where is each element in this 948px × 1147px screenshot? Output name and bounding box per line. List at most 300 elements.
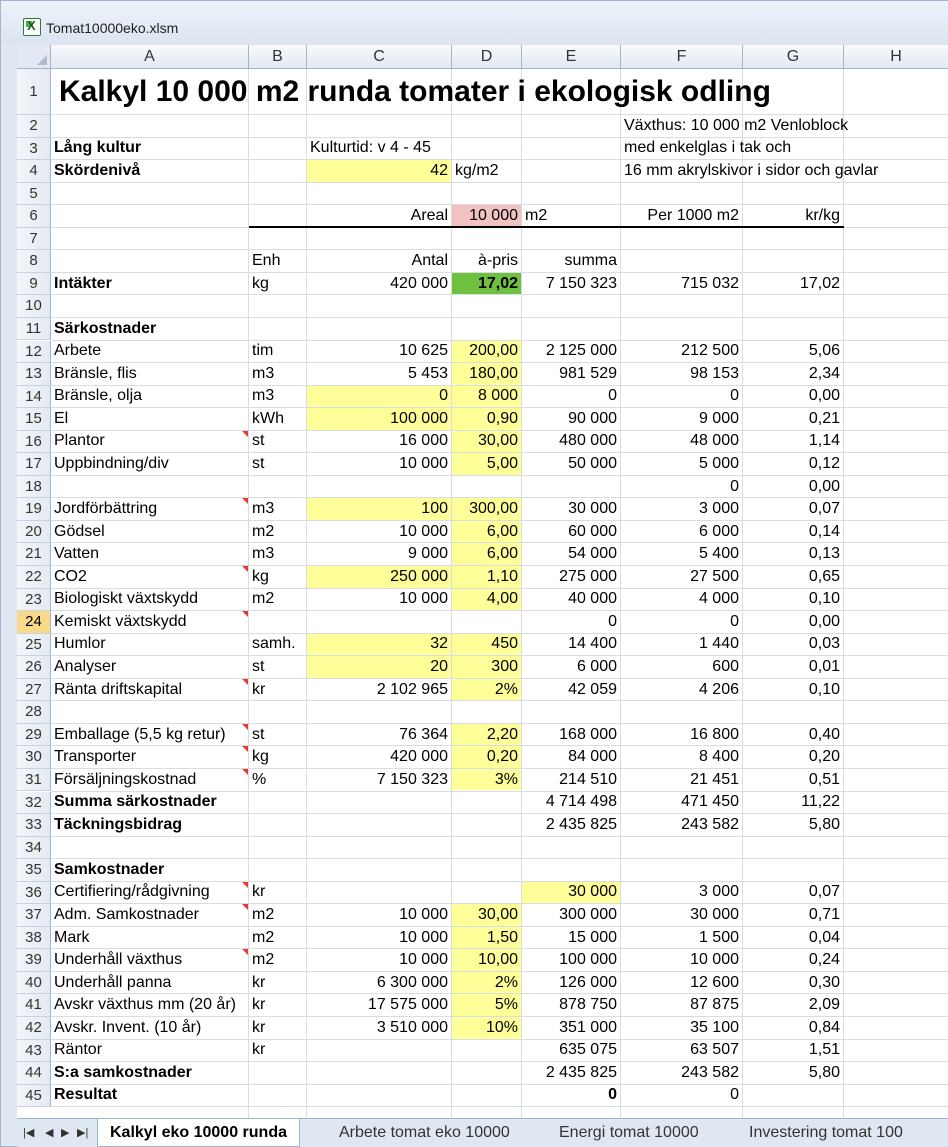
cell-a12[interactable]: Arbete — [54, 342, 102, 360]
cell-g6[interactable]: kr/kg — [805, 206, 840, 224]
cell-d39[interactable]: 10,00 — [452, 949, 521, 971]
cell-c20[interactable]: 10 000 — [399, 522, 448, 540]
cell-e22[interactable]: 275 000 — [559, 567, 617, 585]
cell-e6[interactable]: m2 — [525, 206, 548, 224]
cell-f4[interactable]: 16 mm akrylskivor i sidor och gavlar — [624, 161, 879, 179]
cell-f44[interactable]: 243 582 — [681, 1063, 739, 1081]
cell-g22[interactable]: 0,65 — [808, 567, 840, 585]
cell-d17[interactable]: 5,00 — [452, 453, 521, 475]
cell-a37[interactable]: Adm. Samkostnader — [54, 906, 199, 924]
prev-sheet-icon[interactable]: ◀ — [45, 1127, 54, 1139]
cell-e39[interactable]: 100 000 — [559, 951, 617, 969]
cell-e30[interactable]: 84 000 — [568, 748, 617, 766]
cell-b14[interactable]: m3 — [252, 387, 275, 405]
cell-f39[interactable]: 10 000 — [690, 951, 739, 969]
column-header-f[interactable]: F — [621, 45, 743, 69]
cell-a4[interactable]: Skördenivå — [54, 161, 141, 179]
row-header-43[interactable]: 43 — [17, 1040, 51, 1063]
cell-c41[interactable]: 17 575 000 — [367, 996, 448, 1014]
cell-a25[interactable]: Humlor — [54, 635, 106, 653]
gridline — [51, 294, 948, 295]
cell-b20[interactable]: m2 — [252, 522, 275, 540]
cell-b31[interactable]: % — [252, 770, 267, 788]
cell-c27[interactable]: 2 102 965 — [376, 680, 448, 698]
cell-f22[interactable]: 27 500 — [690, 567, 739, 585]
cell-b12[interactable]: tim — [252, 342, 274, 360]
cell-b9[interactable]: kg — [252, 274, 269, 292]
row-header-44[interactable]: 44 — [17, 1062, 51, 1085]
cell-b29[interactable]: st — [252, 725, 265, 743]
cell-c15[interactable]: 100 000 — [307, 408, 451, 430]
cell-d38[interactable]: 1,50 — [452, 927, 521, 949]
row-header-19[interactable]: 19 — [17, 498, 51, 521]
cell-e38[interactable]: 15 000 — [568, 928, 617, 946]
cell-g9[interactable]: 17,02 — [799, 274, 840, 292]
cell-g31[interactable]: 0,51 — [808, 770, 840, 788]
cell-f24[interactable]: 0 — [730, 612, 739, 630]
cell-d22[interactable]: 1,10 — [452, 566, 521, 588]
comment-indicator-icon[interactable] — [242, 566, 248, 572]
cell-b25[interactable]: samh. — [252, 635, 296, 653]
cell-f41[interactable]: 87 875 — [690, 996, 739, 1014]
cell-c39[interactable]: 10 000 — [399, 951, 448, 969]
cell-a26[interactable]: Analyser — [54, 657, 117, 675]
row-header-38[interactable]: 38 — [17, 927, 51, 950]
cell-f30[interactable]: 8 400 — [698, 748, 739, 766]
cell-c31[interactable]: 7 150 323 — [376, 770, 448, 788]
cell-a43[interactable]: Räntor — [54, 1041, 103, 1059]
cell-d4[interactable]: kg/m2 — [455, 161, 499, 179]
row-header-31[interactable]: 31 — [17, 769, 51, 792]
cell-a33[interactable]: Täckningsbidrag — [54, 815, 183, 833]
first-sheet-icon[interactable]: |◀ — [23, 1127, 35, 1139]
column-header-d[interactable]: D — [452, 45, 522, 69]
cell-f32[interactable]: 471 450 — [681, 793, 739, 811]
cell-b41[interactable]: kr — [252, 996, 266, 1014]
cell-c19[interactable]: 100 — [307, 498, 451, 520]
cell-e45[interactable]: 0 — [608, 1086, 617, 1104]
cell-c26[interactable]: 20 — [307, 656, 451, 678]
cell-a13[interactable]: Bränsle, flis — [54, 364, 137, 382]
cell-d6[interactable]: 10 000 — [452, 205, 521, 227]
cell-g16[interactable]: 1,14 — [808, 432, 840, 450]
cell-f21[interactable]: 5 400 — [698, 545, 739, 563]
cell-f13[interactable]: 98 153 — [690, 364, 739, 382]
cell-e17[interactable]: 50 000 — [568, 455, 617, 473]
cell-e31[interactable]: 214 510 — [559, 770, 617, 788]
cell-a30[interactable]: Transporter — [54, 748, 137, 766]
cell-d40[interactable]: 2% — [452, 972, 521, 994]
cell-g13[interactable]: 2,34 — [808, 364, 840, 382]
cell-d8[interactable]: à-pris — [477, 252, 518, 270]
cell-f33[interactable]: 243 582 — [681, 815, 739, 833]
row-header-10[interactable]: 10 — [17, 295, 51, 318]
row-header-40[interactable]: 40 — [17, 972, 51, 995]
row-header-6[interactable]: 6 — [17, 205, 51, 228]
column-header-g[interactable]: G — [743, 45, 844, 69]
cell-g17[interactable]: 0,12 — [808, 455, 840, 473]
cell-a27[interactable]: Ränta driftskapital — [54, 680, 183, 698]
cell-a3[interactable]: Lång kultur — [54, 139, 142, 157]
cell-a31[interactable]: Försäljningskostnad — [54, 770, 197, 788]
cell-f25[interactable]: 1 440 — [698, 635, 739, 653]
cell-d14[interactable]: 8 000 — [452, 386, 521, 408]
comment-indicator-icon[interactable] — [242, 611, 248, 617]
row-header-12[interactable]: 12 — [17, 341, 51, 364]
cell-f42[interactable]: 35 100 — [690, 1018, 739, 1036]
cell-f26[interactable]: 600 — [712, 657, 739, 675]
cell-c21[interactable]: 9 000 — [407, 545, 448, 563]
cell-d20[interactable]: 6,00 — [452, 521, 521, 543]
cell-g19[interactable]: 0,07 — [808, 500, 840, 518]
gridline — [51, 1106, 948, 1107]
cell-e29[interactable]: 168 000 — [559, 725, 617, 743]
cell-e14[interactable]: 0 — [608, 387, 617, 405]
cell-a21[interactable]: Vatten — [54, 545, 100, 563]
row-header-24[interactable]: 24 — [17, 611, 51, 634]
cell-a45[interactable]: Resultat — [54, 1086, 118, 1104]
column-header-b[interactable]: B — [249, 45, 307, 69]
gridline — [51, 317, 948, 318]
row-header-5[interactable]: 5 — [17, 183, 51, 206]
cell-g24[interactable]: 0,00 — [808, 612, 840, 630]
cell-c12[interactable]: 10 625 — [399, 342, 448, 360]
row-header-17[interactable]: 17 — [17, 453, 51, 476]
cell-a44[interactable]: S:a samkostnader — [54, 1063, 192, 1081]
row-header-42[interactable]: 42 — [17, 1017, 51, 1040]
cell-c8[interactable]: Antal — [411, 252, 448, 270]
cell-g44[interactable]: 5,80 — [808, 1063, 840, 1081]
excel-file-icon — [23, 18, 41, 36]
cell-b37[interactable]: m2 — [252, 906, 275, 924]
comment-indicator-icon[interactable] — [242, 746, 248, 752]
sheet-tab-1[interactable]: Kalkyl eko 10000 runda — [97, 1119, 300, 1147]
cell-g20[interactable]: 0,14 — [808, 522, 840, 540]
cell-b30[interactable]: kg — [252, 748, 269, 766]
cell-c30[interactable]: 420 000 — [390, 748, 448, 766]
cell-d12[interactable]: 200,00 — [452, 341, 521, 363]
row-header-9[interactable]: 9 — [17, 273, 51, 296]
cell-f40[interactable]: 12 600 — [690, 973, 739, 991]
column-header-a[interactable]: A — [51, 45, 249, 69]
row-header-8[interactable]: 8 — [17, 250, 51, 273]
cell-g43[interactable]: 1,51 — [808, 1041, 840, 1059]
sheet-tab-2[interactable]: Arbete tomat eko 10000 — [339, 1124, 510, 1141]
cell-e44[interactable]: 2 435 825 — [545, 1063, 617, 1081]
cell-b42[interactable]: kr — [252, 1018, 266, 1036]
cell-e26[interactable]: 6 000 — [576, 657, 617, 675]
cell-a29[interactable]: Emballage (5,5 kg retur) — [54, 725, 226, 743]
cell-e25[interactable]: 14 400 — [568, 635, 617, 653]
cell-a20[interactable]: Gödsel — [54, 522, 105, 540]
cell-g36[interactable]: 0,07 — [808, 883, 840, 901]
row-header-16[interactable]: 16 — [17, 431, 51, 454]
cell-f23[interactable]: 4 000 — [698, 590, 739, 608]
row-header-13[interactable]: 13 — [17, 363, 51, 386]
cell-c17[interactable]: 10 000 — [399, 455, 448, 473]
row-header-29[interactable]: 29 — [17, 724, 51, 747]
cell-b16[interactable]: st — [252, 432, 265, 450]
cell-g25[interactable]: 0,03 — [808, 635, 840, 653]
cell-e32[interactable]: 4 714 498 — [545, 793, 617, 811]
cell-b38[interactable]: m2 — [252, 928, 275, 946]
cell-g18[interactable]: 0,00 — [808, 477, 840, 495]
cell-e36[interactable]: 30 000 — [522, 882, 620, 904]
cell-e43[interactable]: 635 075 — [559, 1041, 617, 1059]
row-header-7[interactable]: 7 — [17, 228, 51, 251]
cell-e41[interactable]: 878 750 — [559, 996, 617, 1014]
cell-c40[interactable]: 6 300 000 — [376, 973, 448, 991]
cell-a11[interactable]: Särkostnader — [54, 319, 157, 337]
row-header-35[interactable]: 35 — [17, 859, 51, 882]
row-header-27[interactable]: 27 — [17, 679, 51, 702]
row-header-20[interactable]: 20 — [17, 521, 51, 544]
cell-e16[interactable]: 480 000 — [559, 432, 617, 450]
cell-b39[interactable]: m2 — [252, 951, 275, 969]
cell-e40[interactable]: 126 000 — [559, 973, 617, 991]
cell-b26[interactable]: st — [252, 657, 265, 675]
gridline — [51, 836, 948, 837]
cell-a32[interactable]: Summa särkostnader — [54, 793, 217, 811]
cell-d15[interactable]: 0,90 — [452, 408, 521, 430]
cell-g27[interactable]: 0,10 — [808, 680, 840, 698]
cell-g12[interactable]: 5,06 — [808, 342, 840, 360]
cell-f38[interactable]: 1 500 — [698, 928, 739, 946]
cell-e27[interactable]: 42 059 — [568, 680, 617, 698]
comment-indicator-icon[interactable] — [242, 679, 248, 685]
cell-c37[interactable]: 10 000 — [399, 906, 448, 924]
cell-g30[interactable]: 0,20 — [808, 748, 840, 766]
cell-b36[interactable]: kr — [252, 883, 266, 901]
cell-g39[interactable]: 0,24 — [808, 951, 840, 969]
comment-indicator-icon[interactable] — [242, 769, 248, 775]
cell-a42[interactable]: Avskr. Invent. (10 år) — [54, 1018, 202, 1036]
row-header-45[interactable]: 45 — [17, 1085, 51, 1108]
cell-c6[interactable]: Areal — [410, 206, 448, 224]
row-header-28[interactable]: 28 — [17, 701, 51, 724]
cell-d29[interactable]: 2,20 — [452, 724, 521, 746]
row-header-4[interactable]: 4 — [17, 160, 51, 183]
row-header-25[interactable]: 25 — [17, 634, 51, 657]
cell-d16[interactable]: 30,00 — [452, 431, 521, 453]
cell-e33[interactable]: 2 435 825 — [545, 815, 617, 833]
row-header-39[interactable]: 39 — [17, 949, 51, 972]
cell-f16[interactable]: 48 000 — [690, 432, 739, 450]
cell-a38[interactable]: Mark — [54, 928, 90, 946]
cell-f31[interactable]: 21 451 — [690, 770, 739, 788]
cell-d25[interactable]: 450 — [452, 634, 521, 656]
cell-a14[interactable]: Bränsle, olja — [54, 387, 143, 405]
cell-e9[interactable]: 7 150 323 — [545, 274, 617, 292]
row-header-2[interactable]: 2 — [17, 115, 51, 138]
row-header-11[interactable]: 11 — [17, 318, 51, 341]
row-header-21[interactable]: 21 — [17, 543, 51, 566]
cell-e23[interactable]: 40 000 — [568, 590, 617, 608]
cell-e12[interactable]: 2 125 000 — [545, 342, 617, 360]
cell-c14[interactable]: 0 — [307, 386, 451, 408]
sheet-tab-4[interactable]: Investering tomat 100 — [749, 1124, 903, 1141]
comment-indicator-icon[interactable] — [242, 904, 248, 910]
cell-b8[interactable]: Enh — [252, 252, 281, 270]
cell-a15[interactable]: El — [54, 409, 69, 427]
cell-a36[interactable]: Certifiering/rådgivning — [54, 883, 210, 901]
cell-d9[interactable]: 17,02 — [452, 273, 521, 295]
select-all-corner[interactable] — [17, 45, 51, 69]
cell-a19[interactable]: Jordförbättring — [54, 500, 158, 518]
comment-indicator-icon[interactable] — [242, 431, 248, 437]
cell-e19[interactable]: 30 000 — [568, 500, 617, 518]
comment-indicator-icon[interactable] — [242, 882, 248, 888]
cell-f15[interactable]: 9 000 — [698, 409, 739, 427]
cell-c13[interactable]: 5 453 — [407, 364, 448, 382]
header-underline — [249, 226, 844, 228]
cell-f19[interactable]: 3 000 — [698, 500, 739, 518]
cell-a16[interactable]: Plantor — [54, 432, 105, 450]
row-header-33[interactable]: 33 — [17, 814, 51, 837]
row-header-22[interactable]: 22 — [17, 566, 51, 589]
cell-g41[interactable]: 2,09 — [808, 996, 840, 1014]
row-header-30[interactable]: 30 — [17, 746, 51, 769]
sheet-tab-3[interactable]: Energi tomat 10000 — [559, 1124, 699, 1141]
column-header-e[interactable]: E — [522, 45, 621, 69]
cell-b27[interactable]: kr — [252, 680, 266, 698]
cell-b17[interactable]: st — [252, 455, 265, 473]
cell-a23[interactable]: Biologiskt växtskydd — [54, 590, 199, 608]
cell-f12[interactable]: 212 500 — [681, 342, 739, 360]
cell-c38[interactable]: 10 000 — [399, 928, 448, 946]
cell-e37[interactable]: 300 000 — [559, 906, 617, 924]
cell-c23[interactable]: 10 000 — [399, 590, 448, 608]
cell-g29[interactable]: 0,40 — [808, 725, 840, 743]
cell-a39[interactable]: Underhåll växthus — [54, 951, 183, 969]
cell-f3[interactable]: med enkelglas i tak och — [624, 139, 792, 157]
cell-a22[interactable]: CO2 — [54, 567, 87, 585]
row-header-1[interactable]: 1 — [17, 69, 51, 115]
cell-d30[interactable]: 0,20 — [452, 746, 521, 768]
cell-a24[interactable]: Kemiskt växtskydd — [54, 612, 187, 630]
cell-c29[interactable]: 76 364 — [399, 725, 448, 743]
cell-a9[interactable]: Intäkter — [54, 274, 112, 292]
cell-e20[interactable]: 60 000 — [568, 522, 617, 540]
cell-f29[interactable]: 16 800 — [690, 725, 739, 743]
row-header-3[interactable]: 3 — [17, 138, 51, 161]
row-header-14[interactable]: 14 — [17, 386, 51, 409]
cell-e8[interactable]: summa — [564, 252, 617, 270]
row-header-26[interactable]: 26 — [17, 656, 51, 679]
cell-d37[interactable]: 30,00 — [452, 904, 521, 926]
cell-c3[interactable]: Kulturtid: v 4 - 45 — [310, 139, 431, 157]
cell-d21[interactable]: 6,00 — [452, 543, 521, 565]
cell-f2[interactable]: Växthus: 10 000 m2 Venloblock — [624, 116, 849, 134]
comment-indicator-icon[interactable] — [242, 949, 248, 955]
cell-f6[interactable]: Per 1000 m2 — [647, 206, 739, 224]
cell-b43[interactable]: kr — [252, 1041, 266, 1059]
cell-g23[interactable]: 0,10 — [808, 590, 840, 608]
last-sheet-icon[interactable]: ▶| — [77, 1127, 89, 1139]
cell-b13[interactable]: m3 — [252, 364, 275, 382]
cell-d31[interactable]: 3% — [452, 769, 521, 791]
cell-f9[interactable]: 715 032 — [681, 274, 739, 292]
cell-b19[interactable]: m3 — [252, 500, 275, 518]
cell-c9[interactable]: 420 000 — [390, 274, 448, 292]
cell-b22[interactable]: kg — [252, 567, 269, 585]
cell-g21[interactable]: 0,13 — [808, 545, 840, 563]
cell-d42[interactable]: 10% — [452, 1017, 521, 1039]
cell-b15[interactable]: kWh — [252, 409, 284, 427]
cell-a17[interactable]: Uppbindning/div — [54, 455, 169, 473]
cell-d23[interactable]: 4,00 — [452, 589, 521, 611]
cell-d26[interactable]: 300 — [452, 656, 521, 678]
row-header-37[interactable]: 37 — [17, 904, 51, 927]
row-header-15[interactable]: 15 — [17, 408, 51, 431]
cell-g14[interactable]: 0,00 — [808, 387, 840, 405]
cell-g38[interactable]: 0,04 — [808, 928, 840, 946]
cell-g42[interactable]: 0,84 — [808, 1018, 840, 1036]
cell-a35[interactable]: Samkostnader — [54, 860, 165, 878]
next-sheet-icon[interactable]: ▶ — [61, 1127, 70, 1139]
row-header-18[interactable]: 18 — [17, 476, 51, 499]
column-header-h[interactable]: H — [844, 45, 948, 69]
cell-c4[interactable]: 42 — [307, 160, 451, 182]
cell-f27[interactable]: 4 206 — [698, 680, 739, 698]
cell-c25[interactable]: 32 — [307, 634, 451, 656]
cell-e21[interactable]: 54 000 — [568, 545, 617, 563]
cell-a40[interactable]: Underhåll panna — [54, 973, 172, 991]
cell-f45[interactable]: 0 — [730, 1086, 739, 1104]
cell-c22[interactable]: 250 000 — [307, 566, 451, 588]
cell-d19[interactable]: 300,00 — [452, 498, 521, 520]
cell-f18[interactable]: 0 — [730, 477, 739, 495]
cell-d41[interactable]: 5% — [452, 994, 521, 1016]
comment-indicator-icon[interactable] — [242, 498, 248, 504]
cell-g33[interactable]: 5,80 — [808, 815, 840, 833]
cell-f20[interactable]: 6 000 — [698, 522, 739, 540]
cell-f43[interactable]: 63 507 — [690, 1041, 739, 1059]
cell-g40[interactable]: 0,30 — [808, 973, 840, 991]
cell-f17[interactable]: 5 000 — [698, 455, 739, 473]
cell-g32[interactable]: 11,22 — [801, 793, 840, 811]
cell-c16[interactable]: 16 000 — [399, 432, 448, 450]
cell-c42[interactable]: 3 510 000 — [376, 1018, 448, 1036]
cell-g37[interactable]: 0,71 — [808, 906, 840, 924]
cell-f14[interactable]: 0 — [730, 387, 739, 405]
worksheet-grid[interactable] — [17, 45, 948, 1118]
cell-a41[interactable]: Avskr växthus mm (20 år) — [54, 996, 236, 1014]
row-header-36[interactable]: 36 — [17, 882, 51, 905]
cell-e42[interactable]: 351 000 — [559, 1018, 617, 1036]
cell-b40[interactable]: kr — [252, 973, 266, 991]
row-header-34[interactable]: 34 — [17, 837, 51, 860]
cell-e13[interactable]: 981 529 — [559, 364, 617, 382]
cell-b21[interactable]: m3 — [252, 545, 275, 563]
cell-f37[interactable]: 30 000 — [690, 906, 739, 924]
cell-g26[interactable]: 0,01 — [808, 657, 840, 675]
title-bar — [1, 1, 948, 45]
cell-d13[interactable]: 180,00 — [452, 363, 521, 385]
cell-g15[interactable]: 0,21 — [808, 409, 840, 427]
row-header-23[interactable]: 23 — [17, 589, 51, 612]
cell-e15[interactable]: 90 000 — [568, 409, 617, 427]
row-header-41[interactable]: 41 — [17, 994, 51, 1017]
cell-a1[interactable]: Kalkyl 10 000 m2 runda tomater i ekologisk odling — [59, 74, 771, 108]
cell-e24[interactable]: 0 — [608, 612, 617, 630]
cell-f36[interactable]: 3 000 — [698, 883, 739, 901]
cell-b23[interactable]: m2 — [252, 590, 275, 608]
cell-d27[interactable]: 2% — [452, 679, 521, 701]
column-header-c[interactable]: C — [307, 45, 452, 69]
row-header-32[interactable]: 32 — [17, 792, 51, 815]
comment-indicator-icon[interactable] — [242, 724, 248, 730]
